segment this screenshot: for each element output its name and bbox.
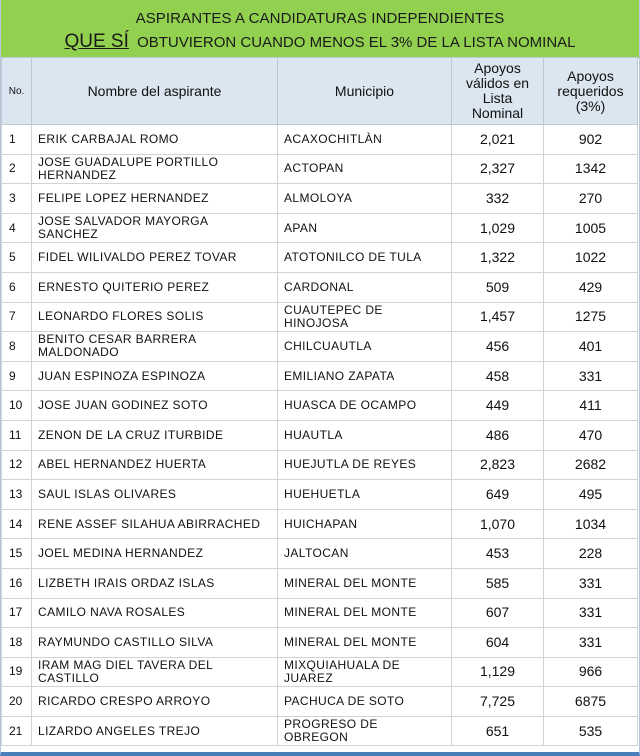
cell-municipio: CHILCUAUTLA: [278, 332, 452, 362]
cell-apoyos-requeridos: 1342: [544, 154, 638, 184]
cell-municipio: APAN: [278, 213, 452, 243]
cell-no: 16: [2, 568, 32, 598]
cell-name: RENE ASSEF SILAHUA ABIRRACHED: [32, 509, 278, 539]
cell-apoyos-requeridos: 1275: [544, 302, 638, 332]
cell-apoyos-validos: 456: [452, 332, 544, 362]
cell-municipio: HUICHAPAN: [278, 509, 452, 539]
cell-no: 15: [2, 539, 32, 569]
cell-apoyos-requeridos: 270: [544, 184, 638, 214]
table-row: [2, 125, 638, 155]
table-row: [2, 716, 638, 746]
cell-apoyos-validos: 486: [452, 420, 544, 450]
cell-municipio: MINERAL DEL MONTE: [278, 568, 452, 598]
cell-no: 4: [2, 213, 32, 243]
cell-apoyos-requeridos: 902: [544, 125, 638, 155]
cell-apoyos-validos: 604: [452, 628, 544, 658]
table-row: [2, 154, 638, 184]
cell-no: 6: [2, 272, 32, 302]
table-row: [2, 302, 638, 332]
cell-municipio: CARDONAL: [278, 272, 452, 302]
cell-no: 13: [2, 480, 32, 510]
header-apoyos-requeridos: Apoyos requeridos (3%): [544, 58, 638, 125]
cell-apoyos-validos: 1,029: [452, 213, 544, 243]
title-line-1: ASPIRANTES A CANDIDATURAS INDEPENDIENTES: [135, 10, 505, 27]
title-banner: [1, 0, 639, 58]
title-line-2: [1, 31, 639, 53]
cell-apoyos-validos: 1,129: [452, 657, 544, 687]
cell-municipio: ACTOPAN: [278, 154, 452, 184]
table-row: [2, 450, 638, 480]
cell-name: FELIPE LOPEZ HERNANDEZ: [32, 184, 278, 214]
cell-name: ERNESTO QUITERIO PEREZ: [32, 272, 278, 302]
candidates-table: [1, 57, 638, 746]
cell-no: 18: [2, 628, 32, 658]
cell-municipio: MINERAL DEL MONTE: [278, 598, 452, 628]
table-row: [2, 687, 638, 717]
header-name: Nombre del aspirante: [32, 58, 278, 125]
cell-apoyos-requeridos: 331: [544, 598, 638, 628]
title-emphasis: QUE SÍ: [64, 31, 129, 52]
cell-apoyos-validos: 585: [452, 568, 544, 598]
table-row: [2, 509, 638, 539]
cell-municipio: EMILIANO ZAPATA: [278, 361, 452, 391]
cell-apoyos-requeridos: 401: [544, 332, 638, 362]
cell-apoyos-requeridos: 1005: [544, 213, 638, 243]
cell-no: 19: [2, 657, 32, 687]
cell-apoyos-requeridos: 966: [544, 657, 638, 687]
table-row: [2, 184, 638, 214]
cell-apoyos-requeridos: 1022: [544, 243, 638, 273]
cell-name: JOSE JUAN GODINEZ SOTO: [32, 391, 278, 421]
cell-apoyos-validos: 2,021: [452, 125, 544, 155]
cell-name: ERIK CARBAJAL ROMO: [32, 125, 278, 155]
cell-apoyos-requeridos: 331: [544, 628, 638, 658]
cell-municipio: HUEJUTLA DE REYES: [278, 450, 452, 480]
cell-no: 9: [2, 361, 32, 391]
cell-apoyos-requeridos: 411: [544, 391, 638, 421]
table-row: [2, 391, 638, 421]
cell-municipio: HUEHUETLA: [278, 480, 452, 510]
cell-no: 14: [2, 509, 32, 539]
header-municipio: Municipio: [278, 58, 452, 125]
cell-apoyos-validos: 1,070: [452, 509, 544, 539]
table-row: [2, 568, 638, 598]
table-row: [2, 272, 638, 302]
cell-no: 11: [2, 420, 32, 450]
title-line-2-rest: OBTUVIERON CUANDO MENOS EL 3% DE LA LISTA NOMINAL: [137, 34, 576, 51]
cell-apoyos-validos: 449: [452, 391, 544, 421]
table-row: [2, 243, 638, 273]
cell-name: ZENON DE LA CRUZ ITURBIDE: [32, 420, 278, 450]
cell-apoyos-validos: 453: [452, 539, 544, 569]
cell-municipio: ATOTONILCO DE TULA: [278, 243, 452, 273]
cell-apoyos-requeridos: 1034: [544, 509, 638, 539]
cell-municipio: PROGRESO DE OBREGON: [278, 716, 452, 746]
table-row: [2, 480, 638, 510]
cell-no: 7: [2, 302, 32, 332]
cell-no: 2: [2, 154, 32, 184]
cell-name: BENITO CESAR BARRERA MALDONADO: [32, 332, 278, 362]
table-header-row: [2, 58, 638, 125]
cell-apoyos-validos: 651: [452, 716, 544, 746]
cell-municipio: HUAUTLA: [278, 420, 452, 450]
table-row: [2, 628, 638, 658]
cell-no: 17: [2, 598, 32, 628]
cell-name: RAYMUNDO CASTILLO SILVA: [32, 628, 278, 658]
cell-name: LIZBETH IRAIS ORDAZ ISLAS: [32, 568, 278, 598]
cell-name: FIDEL WILIVALDO PEREZ TOVAR: [32, 243, 278, 273]
cell-apoyos-requeridos: 2682: [544, 450, 638, 480]
cell-municipio: ACAXOCHITLÀN: [278, 125, 452, 155]
cell-apoyos-validos: 2,327: [452, 154, 544, 184]
cell-municipio: HUASCA DE OCAMPO: [278, 391, 452, 421]
cell-apoyos-validos: 649: [452, 480, 544, 510]
cell-apoyos-validos: 7,725: [452, 687, 544, 717]
cell-name: JOSE SALVADOR MAYORGA SANCHEZ: [32, 213, 278, 243]
cell-no: 1: [2, 125, 32, 155]
cell-apoyos-requeridos: 535: [544, 716, 638, 746]
cell-apoyos-validos: 509: [452, 272, 544, 302]
cell-no: 12: [2, 450, 32, 480]
cell-apoyos-validos: 607: [452, 598, 544, 628]
cell-name: CAMILO NAVA ROSALES: [32, 598, 278, 628]
cell-apoyos-requeridos: 470: [544, 420, 638, 450]
cell-municipio: ALMOLOYA: [278, 184, 452, 214]
cell-no: 5: [2, 243, 32, 273]
table-row: [2, 539, 638, 569]
cell-name: IRAM MAG DIEL TAVERA DEL CASTILLO: [32, 657, 278, 687]
cell-apoyos-requeridos: 228: [544, 539, 638, 569]
cell-municipio: PACHUCA DE SOTO: [278, 687, 452, 717]
cell-name: JOSE GUADALUPE PORTILLO HERNANDEZ: [32, 154, 278, 184]
cell-no: 20: [2, 687, 32, 717]
cell-name: SAUL ISLAS OLIVARES: [32, 480, 278, 510]
cell-municipio: MIXQUIAHUALA DE JUAREZ: [278, 657, 452, 687]
cell-apoyos-validos: 332: [452, 184, 544, 214]
cell-name: LIZARDO ANGELES TREJO: [32, 716, 278, 746]
cell-municipio: JALTOCAN: [278, 539, 452, 569]
cell-apoyos-validos: 458: [452, 361, 544, 391]
cell-apoyos-requeridos: 331: [544, 568, 638, 598]
cell-apoyos-requeridos: 6875: [544, 687, 638, 717]
cell-apoyos-requeridos: 331: [544, 361, 638, 391]
table-row: [2, 361, 638, 391]
cell-apoyos-validos: 1,322: [452, 243, 544, 273]
cell-no: 10: [2, 391, 32, 421]
table-body: [2, 125, 638, 746]
cell-name: ABEL HERNANDEZ HUERTA: [32, 450, 278, 480]
cell-apoyos-validos: 2,823: [452, 450, 544, 480]
cell-apoyos-validos: 1,457: [452, 302, 544, 332]
cell-name: JUAN ESPINOZA ESPINOZA: [32, 361, 278, 391]
cell-apoyos-requeridos: 429: [544, 272, 638, 302]
cell-name: LEONARDO FLORES SOLIS: [32, 302, 278, 332]
table-row: [2, 420, 638, 450]
cell-name: RICARDO CRESPO ARROYO: [32, 687, 278, 717]
cell-municipio: CUAUTEPEC DE HINOJOSA: [278, 302, 452, 332]
cell-municipio: MINERAL DEL MONTE: [278, 628, 452, 658]
table-row: [2, 332, 638, 362]
table-row: [2, 598, 638, 628]
cell-no: 21: [2, 716, 32, 746]
table-row: [2, 213, 638, 243]
cell-no: 3: [2, 184, 32, 214]
cell-no: 8: [2, 332, 32, 362]
table-row: [2, 657, 638, 687]
cell-name: JOEL MEDINA HERNANDEZ: [32, 539, 278, 569]
header-no: No.: [2, 58, 32, 125]
header-apoyos-validos: Apoyos válidos en Lista Nominal: [452, 58, 544, 125]
cell-apoyos-requeridos: 495: [544, 480, 638, 510]
